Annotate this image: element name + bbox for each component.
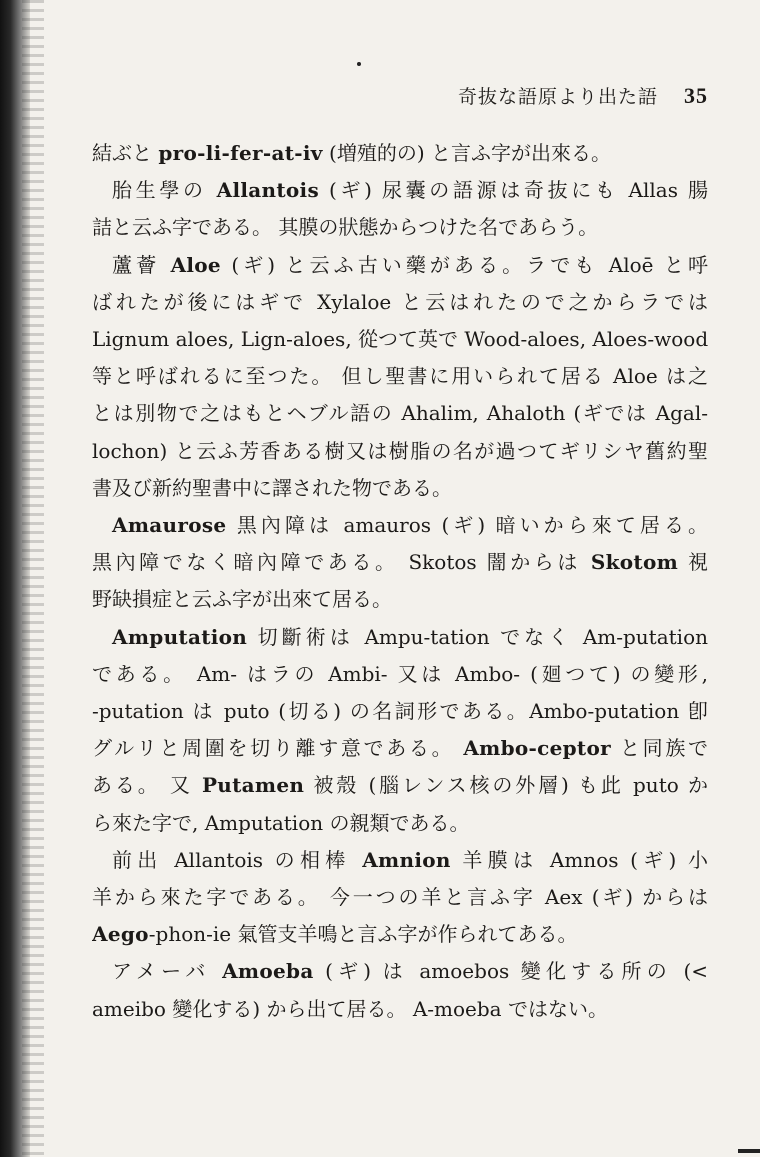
page-number: 35 [684,83,708,108]
text-line [92,879,708,916]
text-line [92,358,708,395]
text-run: 野缺損症と云ふ字が出來て居る。 [92,587,392,612]
text-run: ら來た字で, Amputation の親類である。 [92,810,470,835]
term-headword: Amnion [362,847,451,872]
text-line [92,209,708,246]
text-line [92,656,708,693]
spine-edge-texture [22,0,44,1157]
page-header [90,82,708,109]
text-line [92,693,708,730]
text-line [92,619,708,656]
text-run: と同族で [610,736,708,761]
text-run: 黒內障でなく暗內障である。 Skotos 闇からは [92,550,591,575]
ink-speck [357,62,361,66]
text-line [92,172,708,209]
text-run: 胎生學の [112,178,217,203]
term-headword: Aego [92,922,149,947]
text-line [92,953,708,990]
text-line [92,433,708,470]
text-line [92,805,708,842]
text-line [92,544,708,581]
text-run: -phon-ie 氣管支羊鳴と言ふ字が作られてある。 [148,922,578,947]
text-run: (ギ) 尿囊の語源は奇抜にも Allas 腸 [319,178,708,203]
term-headword: Amaurose [112,513,227,538]
text-run: である。 Am- はラの Ambi- 又は Ambo- (廻つて) の變形, [92,661,708,686]
text-line [92,991,708,1028]
text-run: 蘆薈 [112,252,171,277]
term-headword: Ambo-ceptor [463,736,611,761]
term-headword: Putamen [201,773,305,798]
text-run: 羊膜は Amnos (ギ) 小 [450,847,708,872]
text-run: 等と呼ばれるに至つた。 但し聖書に用いられて居る Aloe は之 [92,364,708,389]
text-run: -putation は puto (切る) の名詞形である。Ambo-putation 卽 [92,699,708,724]
text-run: 詰と云ふ字である。 其膜の狀態からつけた名であらう。 [92,215,599,240]
text-run: 前出 Allantois の相棒 [112,847,363,872]
text-run: ameibo 變化する) から出て居る。 A-moeba ではない。 [92,996,608,1021]
term-headword: Amputation [112,624,248,649]
text-run: グルリと周圍を切り離す意である。 [92,736,464,761]
text-line [92,470,708,507]
text-run: (ギ) と云ふ古い藥がある。ラでも Aloē と呼 [220,252,708,277]
term-headword: Skotom [590,550,679,575]
text-run: (ギ) は amoebos 變化する所の (< [313,959,708,984]
text-run: 視 [678,550,708,575]
text-run: ある。 又 [92,773,202,798]
text-line [92,247,708,284]
term-headword: Aloe [170,252,221,277]
text-run: 羊から來た字である。 今一つの羊と言ふ字 Aex (ギ) からは [92,885,708,910]
text-run: 書及び新約聖書中に譯された物である。 [92,475,452,500]
text-run: 被殼 (腦レンス核の外層) も此 puto か [304,773,708,798]
text-run: Lignum aloes, Lign-aloes, 從つて英で Wood-aloes, Aloes-wood [92,327,708,352]
text-line [92,730,708,767]
term-headword: Allantois [216,178,320,203]
text-line [92,507,708,544]
text-run: 結ぶと [92,141,159,165]
corner-mark [738,1149,760,1153]
text-line [92,135,708,172]
text-run: ばれたが後にはギで Xylaloe と云はれたので之からラでは [92,289,708,314]
text-line [92,321,708,358]
text-run: 黒內障は amauros (ギ) 暗いから來て居る。 [226,513,708,538]
text-run: lochon) と云ふ芳香ある樹又は樹脂の名が過つてギリシヤ舊約聖 [92,438,708,463]
running-title: 奇抜な語原より出た語 [457,86,658,108]
text-run: 切斷術は Ampu-tation でなく Am-putation [247,624,708,649]
body-text [92,135,708,1028]
text-line [92,842,708,879]
text-line [92,581,708,618]
text-line [92,916,708,953]
text-line [92,395,708,432]
text-line [92,767,708,804]
term-headword: pro-li-fer-at-iv [158,141,323,165]
text-run: とは別物で之はもとヘブル語の Ahalim, Ahaloth (ギでは Agal- [92,401,708,426]
term-headword: Amoeba [222,959,314,984]
text-run: アメーバ [112,959,223,984]
text-run: (増殖的の) と言ふ字が出來る。 [322,141,612,165]
text-line [92,284,708,321]
